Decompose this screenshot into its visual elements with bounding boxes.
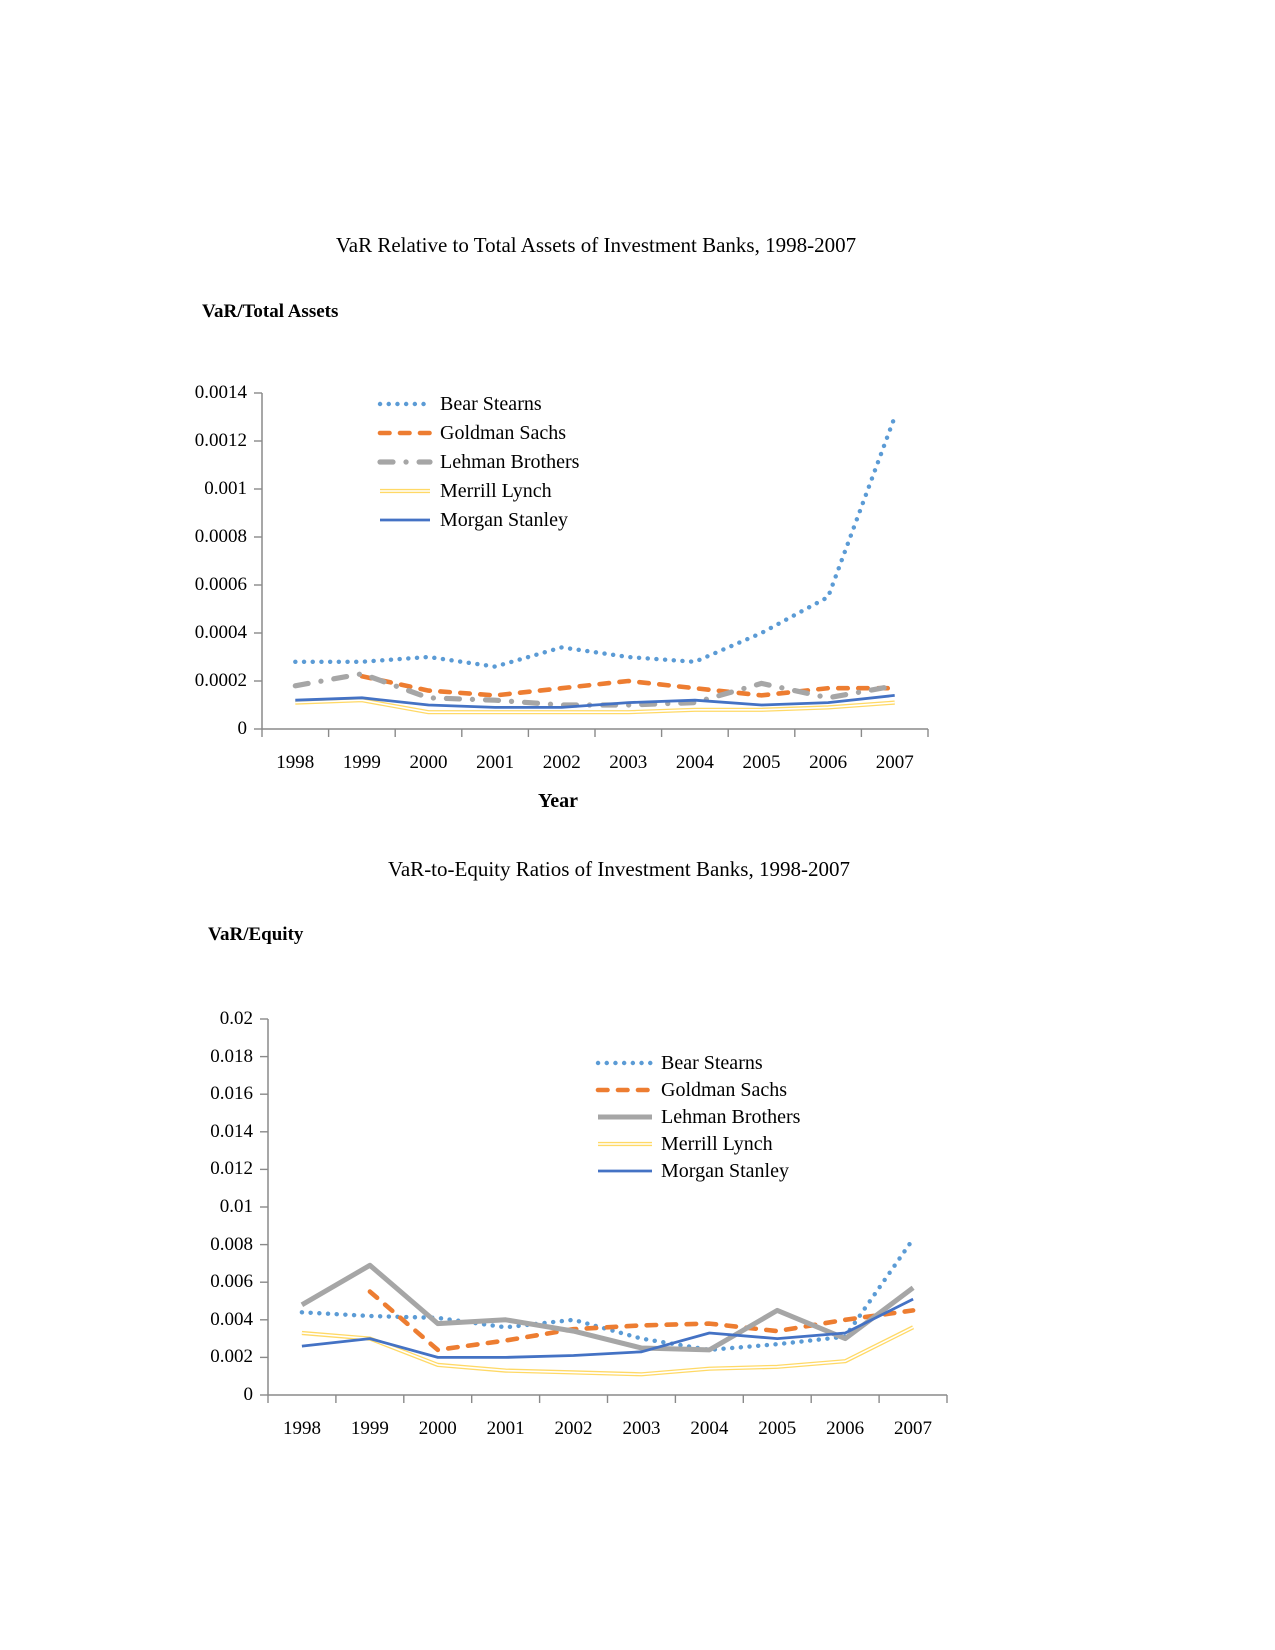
chart2-x-tick-label: 2001 bbox=[486, 1418, 525, 1439]
legend-swatch-dotted bbox=[377, 398, 433, 410]
series-merrill-lynch bbox=[295, 700, 894, 712]
legend-swatch-solid bbox=[377, 514, 433, 526]
chart1-y-axis-title: VaR/Total Assets bbox=[202, 301, 339, 322]
legend-swatch-solid bbox=[595, 1165, 655, 1177]
series-goldman-sachs bbox=[370, 1292, 913, 1350]
chart1-plot bbox=[254, 393, 928, 737]
series-merrill-lynch-inner bbox=[295, 700, 894, 712]
series-bear-stearns bbox=[302, 1239, 913, 1350]
chart2-y-tick-label: 0.016 bbox=[210, 1083, 253, 1105]
chart1-y-tick-label: 0.0002 bbox=[194, 670, 247, 691]
chart1-x-tick-label: 2003 bbox=[609, 752, 648, 773]
legend-label: Morgan Stanley bbox=[661, 1160, 789, 1182]
chart1-x-tick-label: 2007 bbox=[875, 752, 914, 773]
legend-item-lehman-brothers bbox=[377, 451, 579, 473]
chart1-x-tick-label: 2000 bbox=[409, 752, 448, 773]
chart2-x-tick-label: 2004 bbox=[690, 1418, 729, 1439]
chart1-x-axis-title: Year bbox=[538, 790, 578, 812]
legend-item-merrill-lynch bbox=[377, 480, 552, 502]
legend-swatch-dotted bbox=[595, 1057, 655, 1069]
chart2-x-tick-label: 1998 bbox=[282, 1418, 321, 1439]
chart1-y-tick-label: 0.001 bbox=[204, 478, 247, 499]
chart1-x-tick-label: 1999 bbox=[342, 752, 381, 773]
legend-label: Goldman Sachs bbox=[440, 422, 567, 444]
legend-label: Bear Stearns bbox=[661, 1052, 763, 1074]
chart1-y-tick-label: 0.0008 bbox=[194, 526, 247, 547]
legend-item-bear-stearns bbox=[377, 393, 542, 415]
axis-lines bbox=[262, 393, 928, 729]
chart1-y-tick-label: 0.0014 bbox=[194, 382, 247, 403]
chart2-y-tick-label: 0.002 bbox=[210, 1346, 253, 1368]
chart2-y-tick-label: 0.018 bbox=[210, 1045, 253, 1067]
legend-item-goldman-sachs bbox=[377, 422, 566, 444]
chart2-y-tick-label: 0.012 bbox=[210, 1158, 253, 1180]
chart2-plot bbox=[260, 1019, 947, 1403]
series-merrill-lynch bbox=[302, 1327, 913, 1374]
legend-swatch-double-solid bbox=[595, 1138, 655, 1150]
series-lehman-brothers bbox=[302, 1265, 913, 1350]
legend-swatch-solid-thick bbox=[595, 1111, 655, 1123]
legend-label: Merrill Lynch bbox=[440, 480, 552, 502]
legend-label: Lehman Brothers bbox=[661, 1106, 801, 1128]
chart2-y-tick-label: 0.014 bbox=[210, 1120, 253, 1142]
legend-label: Bear Stearns bbox=[440, 393, 542, 415]
chart1-x-tick-label: 2006 bbox=[809, 752, 848, 773]
chart2-x-tick-label: 1999 bbox=[350, 1418, 389, 1439]
chart1-x-tick-label: 2002 bbox=[542, 752, 581, 773]
chart1-x-tick-label: 2004 bbox=[675, 752, 714, 773]
legend-label: Goldman Sachs bbox=[661, 1079, 788, 1101]
axis-lines bbox=[268, 1019, 947, 1395]
legend-label: Lehman Brothers bbox=[440, 451, 580, 473]
chart1-x-tick-label: 2001 bbox=[476, 752, 515, 773]
legend-item-goldman-sachs bbox=[595, 1079, 787, 1101]
chart2-y-tick-label: 0.008 bbox=[210, 1233, 253, 1255]
chart2-y-tick-label: 0.01 bbox=[219, 1196, 253, 1217]
legend-swatch-dash-dot bbox=[377, 456, 433, 468]
chart2-y-tick-label: 0.006 bbox=[210, 1271, 253, 1293]
legend-item-morgan-stanley bbox=[377, 509, 568, 531]
chart2-x-tick-label: 2000 bbox=[418, 1418, 457, 1439]
legend-item-bear-stearns bbox=[595, 1052, 763, 1074]
chart1-y-tick-label: 0.0006 bbox=[194, 574, 247, 595]
chart1-y-tick-label: 0.0004 bbox=[194, 622, 247, 643]
chart2-x-tick-label: 2007 bbox=[894, 1418, 933, 1439]
chart2-x-tick-label: 2005 bbox=[758, 1418, 797, 1439]
chart2-title: VaR-to-Equity Ratios of Investment Banks, 1998-2007 bbox=[388, 857, 850, 881]
series-merrill-lynch-inner bbox=[302, 1327, 913, 1374]
chart2-x-tick-label: 2006 bbox=[826, 1418, 865, 1439]
legend-swatch-dashed bbox=[377, 427, 433, 439]
legend-item-lehman-brothers bbox=[595, 1106, 800, 1128]
series-goldman-sachs bbox=[362, 676, 895, 695]
series-lehman-brothers bbox=[295, 674, 894, 705]
chart1-y-tick-label: 0.0012 bbox=[194, 430, 247, 451]
chart2-x-tick-label: 2003 bbox=[622, 1418, 661, 1439]
chart2-x-tick-label: 2002 bbox=[554, 1418, 593, 1439]
series-morgan-stanley bbox=[295, 695, 894, 707]
chart2-y-axis-title: VaR/Equity bbox=[208, 924, 304, 945]
legend-swatch-dashed bbox=[595, 1084, 655, 1096]
legend-label: Merrill Lynch bbox=[661, 1133, 773, 1155]
legend-item-merrill-lynch bbox=[595, 1133, 773, 1155]
chart1-title: VaR Relative to Total Assets of Investment Banks, 1998-2007 bbox=[335, 233, 857, 257]
legend-swatch-double-solid bbox=[377, 485, 433, 497]
chart2-y-tick-label: 0 bbox=[243, 1384, 253, 1405]
legend-item-morgan-stanley bbox=[595, 1160, 789, 1182]
chart2-y-tick-label: 0.004 bbox=[210, 1308, 253, 1330]
legend-label: Morgan Stanley bbox=[440, 509, 568, 531]
series-morgan-stanley bbox=[302, 1299, 913, 1357]
chart1-x-tick-label: 2005 bbox=[742, 752, 781, 773]
chart1-x-tick-label: 1998 bbox=[276, 752, 315, 773]
chart2-y-tick-label: 0.02 bbox=[219, 1008, 253, 1029]
chart1-y-tick-label: 0 bbox=[237, 718, 247, 739]
